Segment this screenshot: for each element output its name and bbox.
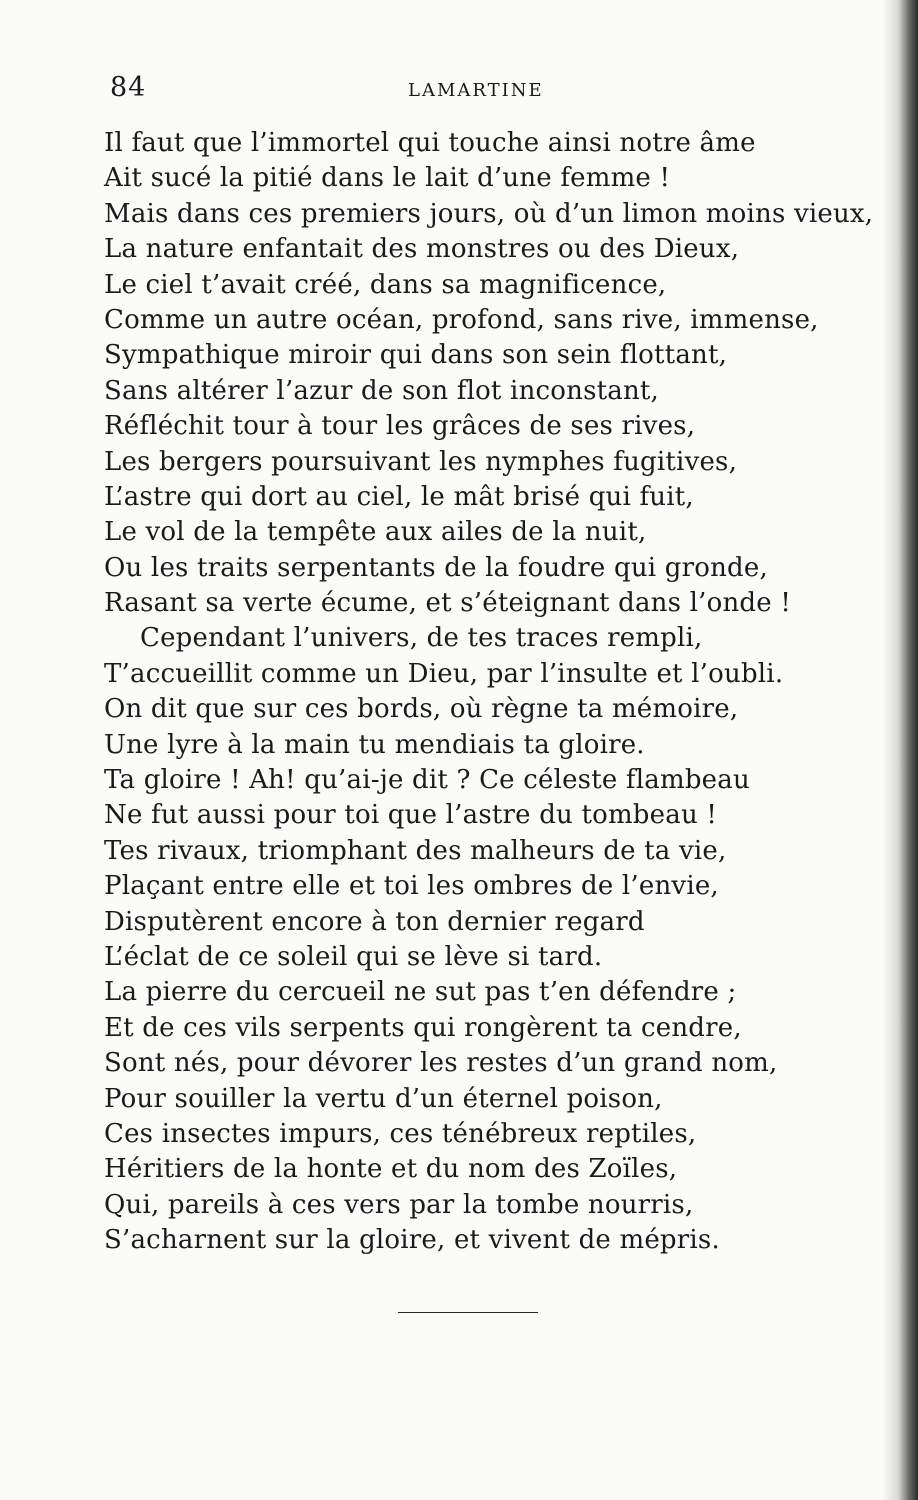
verse-line: S’acharnent sur la gloire, et vivent de mépris. — [104, 1225, 720, 1256]
verse-line: Ou les traits serpentants de la foudre qui gronde, — [104, 552, 768, 583]
verse-line: La pierre du cercueil ne sut pas t’en défendre ; — [104, 977, 737, 1008]
verse-line: Sans altérer l’azur de son flot inconstant, — [104, 375, 660, 406]
verse-line: Ces insectes impurs, ces ténébreux reptiles, — [104, 1118, 697, 1149]
verse-line: La nature enfantait des monstres ou des Dieux, — [104, 234, 740, 265]
verse-line: Ait sucé la pitié dans le lait d’une femme ! — [104, 163, 671, 194]
verse-line: Qui, pareils à ces vers par la tombe nourris, — [104, 1189, 694, 1220]
verse-line: Disputèrent encore à ton dernier regard — [104, 906, 645, 937]
verse-line: L’éclat de ce soleil qui se lève si tard. — [104, 941, 603, 972]
running-title: LAMARTINE — [408, 80, 544, 101]
verse-line: Le ciel t’avait créé, dans sa magnificence, — [104, 269, 667, 300]
verse-line: T’accueillit comme un Dieu, par l’insulte et l’oubli. — [104, 658, 784, 689]
verse-line: Sont nés, pour dévorer les restes d’un grand nom, — [104, 1048, 778, 1079]
verse-line: Ta gloire ! Ah! qu’ai-je dit ? Ce céleste flambeau — [104, 765, 750, 796]
verse-line: Il faut que l’immortel qui touche ainsi notre âme — [104, 128, 756, 158]
verse-line: Comme un autre océan, profond, sans rive, immense, — [104, 304, 819, 335]
section-end-rule — [398, 1312, 538, 1313]
verse-line: Tes rivaux, triomphant des malheurs de ta vie, — [104, 835, 727, 866]
verse-line: Le vol de la tempête aux ailes de la nuit, — [104, 517, 647, 548]
verse-line: Réfléchit tour à tour les grâces de ses rives, — [104, 411, 696, 442]
verse-line: Héritiers de la honte et du nom des Zoïles, — [104, 1154, 678, 1185]
page-number: 84 — [110, 72, 147, 103]
verse-line-indented: Cependant l’univers, de tes traces rempli, — [140, 623, 703, 654]
page-header — [108, 72, 808, 112]
verse-line: Plaçant entre elle et toi les ombres de l’envie, — [104, 871, 719, 902]
verse-line: Rasant sa verte écume, et s’éteignant dans l’onde ! — [104, 588, 791, 619]
verse-line: Les bergers poursuivant les nymphes fugitives, — [104, 446, 738, 477]
verse-line: On dit que sur ces bords, où règne ta mémoire, — [104, 694, 739, 725]
verse-line: Pour souiller la vertu d’un éternel poison, — [104, 1083, 663, 1114]
verse-line: L’astre qui dort au ciel, le mât brisé qui fuit, — [104, 481, 694, 512]
verse-line: Sympathique miroir qui dans son sein flottant, — [104, 340, 728, 371]
binding-shadow — [882, 0, 918, 1500]
verse-line: Ne fut aussi pour toi que l’astre du tombeau ! — [104, 800, 718, 831]
verse-line: Et de ces vils serpents qui rongèrent ta cendre, — [104, 1012, 742, 1043]
verse-line: Mais dans ces premiers jours, où d’un limon moins vieux, — [104, 198, 874, 229]
poem-text — [104, 126, 874, 1259]
verse-line: Une lyre à la main tu mendiais ta gloire. — [104, 729, 645, 760]
